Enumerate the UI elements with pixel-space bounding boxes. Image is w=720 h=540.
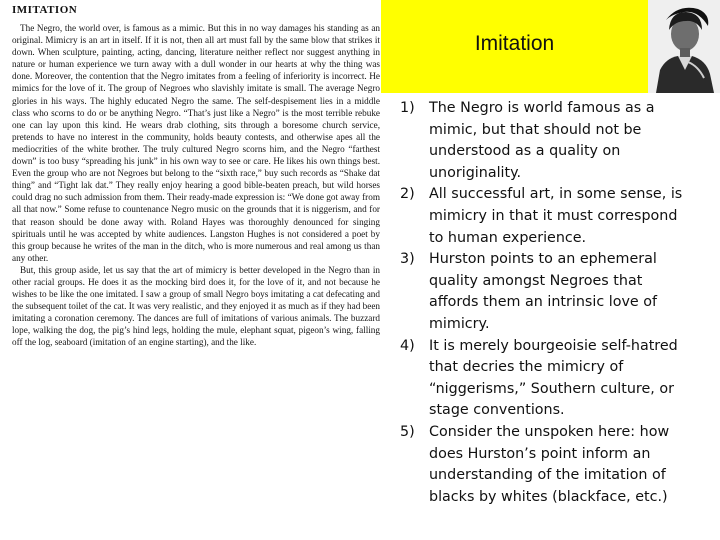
- list-item: [400, 184, 685, 249]
- list-item: [400, 422, 685, 508]
- list-item-text: The Negro is world famous as a mimic, but that should not be understood as a quality on unoriginality.: [429, 100, 655, 181]
- title-banner: [381, 0, 648, 93]
- list-item-text: All successful art, in some sense, is mimicry in that it must correspond to human experience.: [429, 186, 683, 246]
- key-points-list: [400, 98, 685, 508]
- list-item-number: 1): [400, 100, 415, 116]
- scan-heading: IMITATION: [12, 4, 78, 16]
- list-item: [400, 98, 685, 184]
- list-item-text: It is merely bourgeoisie self-hatred that decries the mimicry of “niggerisms,” Southern culture, or stage conventions.: [429, 337, 678, 419]
- slide-title: Imitation: [474, 32, 555, 55]
- list-item: [400, 336, 685, 422]
- scan-paragraph: The Negro, the world over, is famous as a mimic. But this in no way damages his standing as an original. Mimicry is an art in itself. If it is not, then all art must fall by the same blow that strikes it down. When sculpture, painting, acting, dancing, literature neither reflect nor suggest anything in nature or human experience we turn away with a dull wonder in our hearts at why the thing was done. Moreover, the contention that the Negro imitates from a feeling of inferiority is incorrect. He mimics for the love of it. The group of Negroes who slavishly imitate is small. The average Negro glories in his ways. The highly educated Negro the same. The self-despisement lies in a middle class who scorns to do or be anything Negro. “That’s just like a Negro” is the most terrible rebuke one can lay upon this kind. He wears drab clothing, sits through a boresome church service, pretends to have no interest in the community, holds beauty contests, and otherwise apes all the mediocrities of the white brother. The truly cultured Negro scorns him, and the Negro “farthest down” is too busy “spreading his junk” in his own way to see or care. He likes his own things best. Even the group who are not Negroes but belong to the “sixth race,” buy such records as “Shake dat thing” and “Tight lak dat.” They really enjoy hearing a good bible-beaten preach, but wild horses could drag no such admission from them. Their ready-made expression is: “We done got away from all that now.” Some refuse to countenance Negro music on the grounds that it is niggerism, and for that reason should be done away with. Roland Hayes was thoroughly denounced for singing spirituals until he was accepted by white audiences. Langston Hughes is not considered a poet by this group because he writes of the man in the ditch, who is more numerous and real among us than any other.: [12, 23, 380, 263]
- scan-paragraph: But, this group aside, let us say that the art of mimicry is better developed in the Negro than in other racial groups. He does it as the mocking bird does it, for the love of it, and not because he wishes to be like the one imitated. I saw a group of small Negro boys imitating a cat defecating and the subsequent toilet of the cat. It was very realistic, and they enjoyed it as much as if they had been imitating a coronation ceremony. The dances are full of imitations of various animals. The buzzard lope, walking the dog, the pig’s hind legs, holding the mule, elephant squat, pigeon’s wing, falling off the log, seaboard (imitation of an engine starting), and the like.: [12, 264, 380, 348]
- list-item-text: Hurston points to an ephemeral quality amongst Negroes that affords them an intrinsic love of mimicry.: [429, 251, 658, 332]
- list-item: [400, 249, 685, 335]
- portrait-image: [648, 0, 720, 93]
- author-portrait-photo: [648, 0, 720, 93]
- list-item-text: Consider the unspoken here: how does Hurston’s point inform an understanding of the imitation of blacks by whites (blackface, etc.): [429, 423, 670, 505]
- list-item-number: 2): [400, 186, 415, 203]
- list-item-number: 3): [400, 251, 415, 268]
- scanned-essay-page: [12, 4, 380, 424]
- list-item-number: 4): [400, 337, 415, 354]
- list-item-number: 5): [400, 423, 415, 440]
